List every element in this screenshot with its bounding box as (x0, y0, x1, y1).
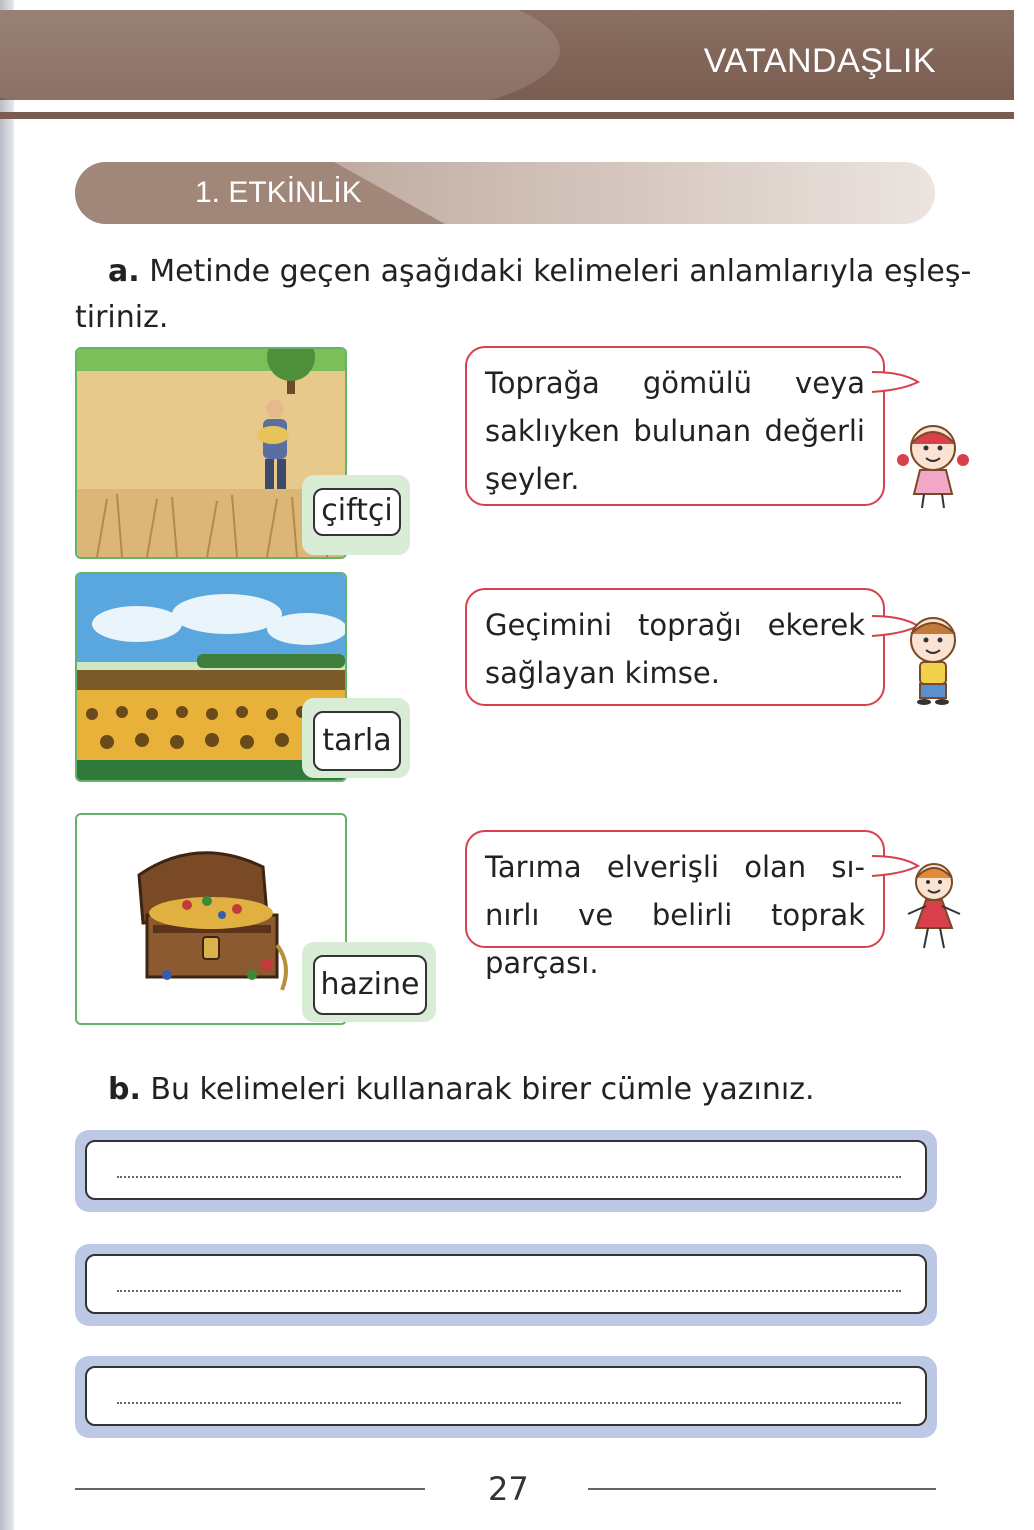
question-a-letter: a. (108, 254, 140, 289)
word-tag-hazine: hazine (313, 955, 427, 1015)
dotted-guide (117, 1402, 901, 1404)
answer-line-1[interactable] (85, 1140, 927, 1200)
answer-line-3[interactable] (85, 1366, 927, 1426)
header-title: VATANDAŞLIK (703, 42, 936, 80)
definition-bubble-3: Tarıma elverişli olan sı-nırlı ve belirli toprak parçası. (465, 830, 885, 948)
word-tag-ciftci: çiftçi (313, 488, 401, 536)
question-a-text: Metinde geçen aşağıdaki kelimeleri anlamlarıyla eşleş- (149, 254, 972, 289)
footer-rule-right (588, 1488, 936, 1490)
answer-line-2[interactable] (85, 1254, 927, 1314)
footer-rule-left (75, 1488, 425, 1490)
header-swoosh (0, 10, 560, 100)
header-divider (0, 112, 1014, 119)
question-a-line2: tiriniz. (75, 300, 169, 335)
dotted-guide (117, 1290, 901, 1292)
word-tag-tarla: tarla (313, 711, 401, 771)
answer-line-frame-2 (75, 1244, 937, 1326)
answer-line-frame-1 (75, 1130, 937, 1212)
question-b-letter: b. (108, 1072, 141, 1107)
girl-red-dress-icon (898, 858, 970, 954)
header-band (0, 10, 1014, 100)
bubble-tail (872, 368, 922, 398)
question-b-text: Bu kelimeleri kullanarak birer cümle yazınız. (150, 1072, 815, 1107)
activity-label: 1. ETKİNLİK (195, 176, 362, 209)
question-b-line (108, 1072, 815, 1107)
question-a-line1 (108, 254, 971, 289)
activity-banner (75, 162, 935, 224)
page-number: 27 (488, 1470, 529, 1508)
definition-bubble-1: Toprağa gömülü veya saklıyken bulunan değerli şeyler. (465, 346, 885, 506)
page-binding-shadow (0, 0, 14, 1530)
answer-line-frame-3 (75, 1356, 937, 1438)
dotted-guide (117, 1176, 901, 1178)
boy-kid-icon (898, 612, 968, 708)
girl-kid-icon (888, 418, 978, 510)
definition-bubble-2: Geçimini toprağı ekerek sağlayan kimse. (465, 588, 885, 706)
